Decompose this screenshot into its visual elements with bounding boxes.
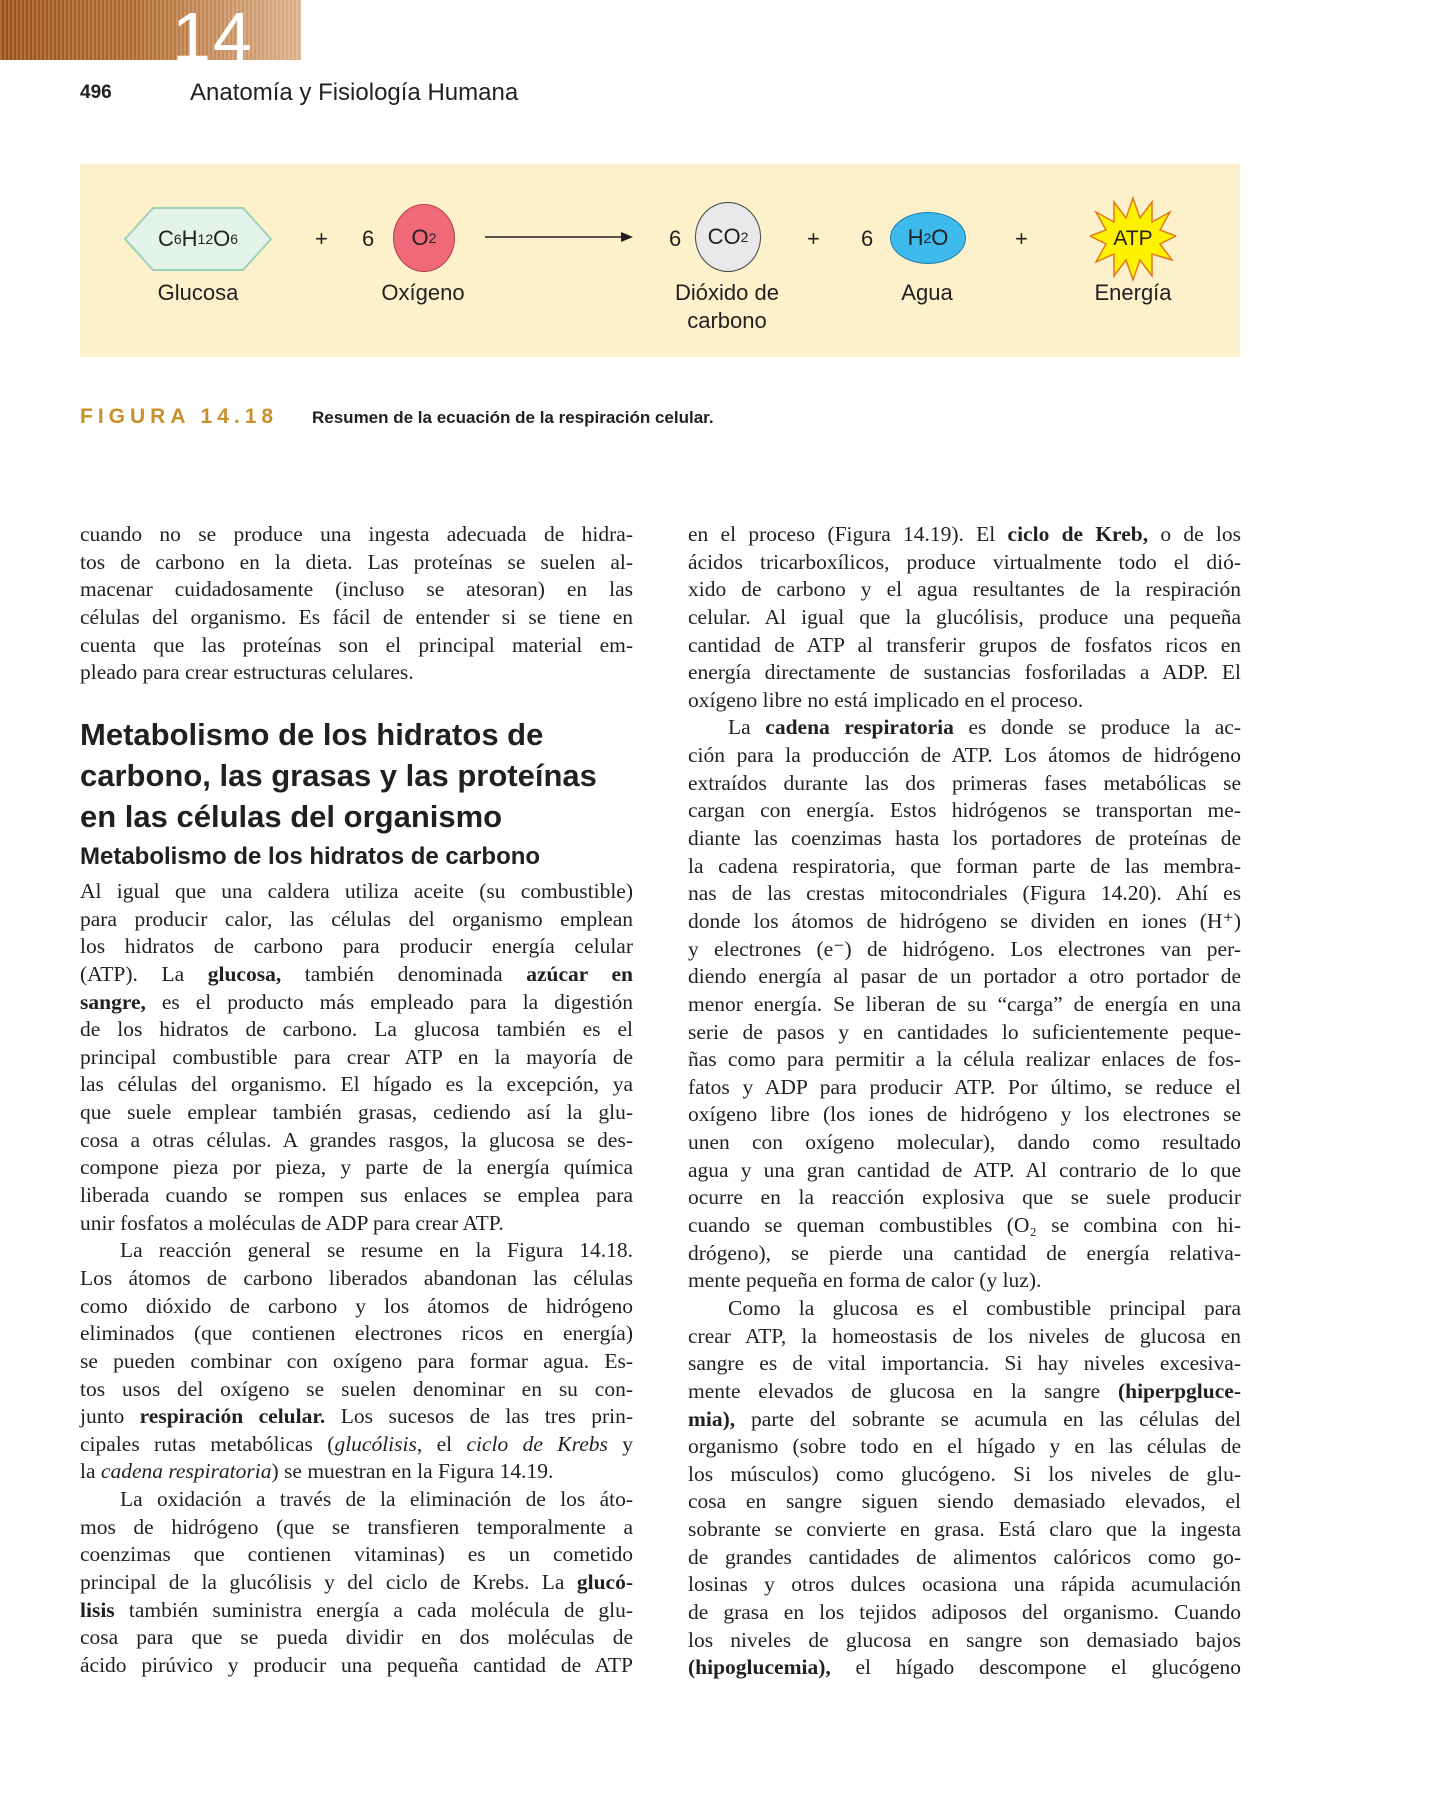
text-line	[80, 1293, 633, 1321]
text-line	[688, 936, 1241, 964]
paragraph	[688, 521, 1241, 714]
text-line	[688, 742, 1241, 770]
text-span: ácido pirúvico y producir una pequeña cantidad de ATP	[80, 1652, 633, 1677]
text-span: sangre es de vital importancia. Si hay niveles excesiva-	[688, 1351, 1241, 1376]
text-span: La	[728, 715, 766, 740]
water-label: Agua	[901, 280, 953, 305]
text-span: agua y una gran cantidad de ATP. Al contrario de lo que	[688, 1157, 1241, 1182]
text-span: la cadena respiratoria, que forman parte de las membra-	[688, 853, 1241, 878]
text-span: coenzimas que contienen vitaminas) es un cometido	[80, 1542, 633, 1567]
text-span: cosa en sangre siguen siendo demasiado elevados, el	[688, 1489, 1241, 1514]
text-span: Como la glucosa es el combustible principal para	[728, 1295, 1241, 1320]
oxygen-molecule-icon: O 2	[393, 204, 455, 272]
text-span: de grasa en los tejidos adiposos del organismo. Cuando	[688, 1599, 1241, 1624]
text-line	[688, 576, 1241, 604]
text-span: cipales rutas metabólicas (	[80, 1431, 335, 1456]
text-span: cantidad de ATP al transferir grupos de fosfatos ricos en	[688, 632, 1241, 657]
text-line	[688, 714, 1241, 742]
text-line	[688, 1295, 1241, 1323]
text-span: organismo (sobre todo en el hígado y en las células de	[688, 1434, 1241, 1459]
text-line	[688, 1129, 1241, 1157]
bold-term: (hipoglucemia),	[688, 1655, 831, 1680]
text-line	[80, 1569, 633, 1597]
text-line	[688, 1046, 1241, 1074]
subsection-heading: Metabolismo de los hidratos de carbono	[80, 843, 541, 870]
text-span: ácidos tricarboxílicos, produce virtualmente todo el dió-	[688, 549, 1241, 574]
text-line	[688, 1378, 1241, 1406]
text-line	[80, 906, 633, 934]
text-line	[688, 1544, 1241, 1572]
text-span: tos de carbono en la dieta. Las proteínas se suelen al-	[80, 549, 633, 574]
text-span: oxígeno libre (los iones de hidrógeno y los electrones se	[688, 1102, 1241, 1127]
text-line	[688, 1406, 1241, 1434]
text-line	[688, 963, 1241, 991]
text-line	[688, 1461, 1241, 1489]
chapter-banner	[0, 0, 301, 60]
coefficient: 6	[861, 226, 874, 251]
text-line	[688, 632, 1241, 660]
text-span: sobrante se convierte en grasa. Está claro que la ingesta	[688, 1517, 1241, 1542]
text-line	[688, 659, 1241, 687]
energy-label: Energía	[1094, 280, 1172, 305]
text-span: de grandes cantidades de alimentos calóricos como go-	[688, 1544, 1241, 1569]
bold-term: lisis	[80, 1597, 115, 1622]
text-span: extraídos durante las dos primeras fases metabólicas se	[688, 770, 1241, 795]
left-column-body	[80, 878, 633, 1680]
bold-term: sangre,	[80, 989, 146, 1014]
figure-number: FIGURA 14.18	[80, 405, 279, 428]
section-heading: Metabolismo de los hidratos de carbono, las grasas y las proteínas en las células del organismo	[80, 717, 597, 834]
glucose-formula: C 6 H 12 O 6	[157, 226, 239, 251]
text-line	[688, 770, 1241, 798]
text-line	[688, 1101, 1241, 1129]
bold-term: azúcar en	[526, 961, 633, 986]
text-span: liberada cuando se rompen sus enlaces se emplea para	[80, 1183, 633, 1208]
text-span: cuando se queman combustibles (O₂ se combina con hi-	[688, 1213, 1241, 1238]
text-span: cuenta que las proteínas son el principal material em-	[80, 632, 633, 657]
text-span: que suele emplear también grasas, cediendo así la glu-	[80, 1100, 633, 1125]
text-line	[688, 1654, 1241, 1682]
text-line	[80, 1348, 633, 1376]
text-line	[80, 1071, 633, 1099]
paragraph	[80, 521, 633, 687]
text-line	[688, 1627, 1241, 1655]
text-span: cosa para que se pueda dividir en dos moléculas de	[80, 1625, 633, 1650]
coefficient: 6	[669, 226, 682, 251]
co2-label: Dióxido de carbono	[675, 280, 779, 333]
plus-sign: +	[807, 226, 820, 251]
text-line	[80, 1597, 633, 1625]
text-span: ocurre en la reacción explosiva que se suele producir	[688, 1185, 1241, 1210]
text-line	[80, 1099, 633, 1127]
text-span: Los átomos de carbono liberados abandonan las células	[80, 1265, 633, 1290]
chapter-number: 14	[172, 0, 254, 60]
text-line	[80, 1210, 633, 1238]
text-line	[80, 1265, 633, 1293]
page-number: 496	[80, 82, 112, 103]
text-span: cuando no se produce una ingesta adecuada de hidra-	[80, 522, 633, 546]
text-line	[80, 1182, 633, 1210]
text-span: pleado para crear estructuras celulares.	[80, 660, 414, 685]
text-line	[688, 1599, 1241, 1627]
paragraph	[80, 1486, 633, 1679]
text-span: cosa a otras células. A grandes rasgos, la glucosa se des-	[80, 1127, 633, 1152]
text-line	[80, 1016, 633, 1044]
text-span: serie de pasos y en cantidades lo suficientemente peque-	[688, 1019, 1241, 1044]
text-span: mente elevados de glucosa en la sangre	[688, 1378, 1118, 1403]
text-line	[688, 1157, 1241, 1185]
text-span: ) se muestran en la Figura 14.19.	[271, 1459, 554, 1484]
paragraph	[688, 714, 1241, 1294]
text-line	[80, 1514, 633, 1542]
text-line	[688, 1323, 1241, 1351]
arrow-right-icon	[485, 230, 635, 244]
text-span: macenar cuidadosamente (incluso se atesoran) en las	[80, 577, 633, 602]
italic-term: cadena respiratoria	[100, 1459, 272, 1484]
text-span: unen con oxígeno molecular), dando como resultado	[688, 1130, 1241, 1155]
text-line	[80, 1044, 633, 1072]
bold-term: ciclo de Kreb,	[1007, 522, 1149, 546]
text-span: losinas y otros dulces ocasiona una rápida acumulación	[688, 1572, 1241, 1597]
text-span: diante las coenzimas hasta los portadores de proteínas de	[688, 826, 1241, 851]
text-span: mos de hidrógeno (que se transfieren temporalmente a	[80, 1514, 633, 1539]
plus-sign: +	[1015, 226, 1028, 251]
text-span: (ATP). La	[80, 961, 208, 986]
text-line	[80, 1376, 633, 1404]
text-line	[80, 961, 633, 989]
text-span: eliminados (que contienen electrones ricos en energía)	[80, 1321, 633, 1346]
text-span: como dióxido de carbono y los átomos de hidrógeno	[80, 1293, 633, 1318]
text-line	[80, 604, 633, 632]
text-span: nas de las crestas mitocondriales (Figura 14.20). Ahí es	[688, 881, 1241, 906]
bold-term: glucó-	[576, 1570, 633, 1595]
text-span: la	[80, 1459, 101, 1484]
text-span: células del organismo. Es fácil de entender si se tiene en	[80, 604, 633, 629]
text-span: principal de la glucólisis y del ciclo de Krebs. La	[80, 1570, 577, 1595]
text-span: parte del sobrante se acumula en las células del	[735, 1406, 1241, 1431]
text-span: La reacción general se resume en la Figura 14.18.	[120, 1238, 633, 1263]
figure-caption	[80, 405, 714, 429]
text-span: es donde se produce la ac-	[953, 715, 1241, 740]
respiration-equation-figure	[80, 164, 1240, 357]
text-line	[688, 1350, 1241, 1378]
text-line	[80, 1486, 633, 1514]
text-line	[688, 1516, 1241, 1544]
text-span: La oxidación a través de la eliminación de los áto-	[120, 1487, 633, 1512]
text-line	[688, 1212, 1241, 1240]
text-line	[688, 687, 1241, 715]
text-span: en el proceso (Figura 14.19). El	[688, 522, 1008, 546]
text-line	[80, 632, 633, 660]
paragraph	[688, 1295, 1241, 1682]
paragraph	[80, 878, 633, 1237]
text-span: el hígado descompone el glucógeno	[830, 1655, 1241, 1680]
text-span: tos usos del oxígeno se suelen denominar en su con-	[80, 1376, 633, 1401]
text-span: menor energía. Se liberan de su “carga” de energía en una	[688, 991, 1241, 1016]
text-span: para producir calor, las células del organismo emplean	[80, 906, 633, 931]
bold-term: respiración celular.	[139, 1404, 326, 1429]
text-span: celular. Al igual que la glucólisis, produce una pequeña	[688, 604, 1241, 629]
glucose-label: Glucosa	[157, 280, 239, 305]
text-line	[80, 989, 633, 1017]
text-line	[80, 1237, 633, 1265]
text-line	[80, 1154, 633, 1182]
left-column-intro	[80, 521, 633, 687]
text-span: también denominada	[281, 961, 527, 986]
text-span: xido de carbono y el agua resultantes de la respiración	[688, 577, 1241, 602]
text-line	[688, 1267, 1241, 1295]
text-span: oxígeno libre no está implicado en el proceso.	[688, 687, 1084, 712]
right-column-body	[688, 521, 1241, 1682]
text-line	[688, 1240, 1241, 1268]
text-span: también suministra energía a cada molécula de glu-	[114, 1597, 633, 1622]
text-line	[688, 521, 1241, 549]
text-line	[80, 1127, 633, 1155]
text-span: cargan con energía. Estos hidrógenos se transportan me-	[688, 798, 1241, 823]
coefficient: 6	[362, 226, 375, 251]
bold-term: mia),	[688, 1406, 736, 1431]
text-span: diendo energía al pasar de un portador a otro portador de	[688, 964, 1241, 989]
text-span: crear ATP, la homeostasis de los niveles de glucosa en	[688, 1323, 1241, 1348]
text-line	[688, 1074, 1241, 1102]
text-span: mente pequeña en forma de calor (y luz).	[688, 1268, 1042, 1293]
text-line	[688, 604, 1241, 632]
text-span: las células del organismo. El hígado es la excepción, ya	[80, 1072, 633, 1097]
text-line	[688, 1488, 1241, 1516]
text-line	[80, 878, 633, 906]
text-span: o de los	[1148, 522, 1241, 546]
text-line	[688, 797, 1241, 825]
text-span: donde los átomos de hidrógeno se dividen en iones (H⁺)	[688, 908, 1241, 933]
paragraph	[80, 1237, 633, 1486]
bold-term: glucosa,	[207, 961, 282, 986]
text-line	[80, 1403, 633, 1431]
book-title: Anatomía y Fisiología Humana	[190, 79, 519, 106]
bold-term: cadena respiratoria	[765, 715, 954, 740]
text-span: , el	[416, 1431, 467, 1456]
caption-text: Resumen de la ecuación de la respiración celular.	[312, 408, 714, 427]
text-line	[80, 1431, 633, 1459]
text-span: y	[607, 1431, 634, 1456]
text-line	[80, 933, 633, 961]
text-line	[688, 1571, 1241, 1599]
text-span: energía directamente de sustancias fosforiladas a ADP. El	[688, 660, 1241, 685]
text-line	[688, 991, 1241, 1019]
text-span: se pueden combinar con oxígeno para formar agua. Es-	[80, 1348, 633, 1373]
text-span: drógeno), se pierde una cantidad de energía relativa-	[688, 1240, 1241, 1265]
oxygen-label: Oxígeno	[381, 280, 465, 305]
text-span: los niveles de glucosa en sangre son demasiado bajos	[688, 1627, 1241, 1652]
text-line	[688, 1184, 1241, 1212]
text-span: y electrones (e⁻) de hidrógeno. Los electrones van per-	[688, 936, 1241, 961]
text-line	[80, 549, 633, 577]
text-line	[80, 576, 633, 604]
text-line	[80, 1624, 633, 1652]
text-line	[80, 1458, 633, 1486]
text-line	[80, 1541, 633, 1569]
text-span: es el producto más empleado para la digestión	[145, 989, 633, 1014]
text-line	[688, 549, 1241, 577]
text-span: los músculos) como glucógeno. Si los niveles de glu-	[688, 1461, 1241, 1486]
italic-term: ciclo de Krebs	[466, 1431, 608, 1456]
text-span: fatos y ADP para producir ATP. Por último, se reduce el	[688, 1074, 1241, 1099]
text-span: compone pieza por pieza, y parte de la energía química	[80, 1155, 633, 1180]
text-span: ñas como para permitir a la célula realizar enlaces de fos-	[688, 1047, 1241, 1072]
text-line	[80, 659, 633, 687]
text-line	[80, 1320, 633, 1348]
text-span: unir fosfatos a moléculas de ADP para crear ATP.	[80, 1210, 504, 1235]
text-line	[80, 1652, 633, 1680]
text-span: principal combustible para crear ATP en la mayoría de	[80, 1044, 633, 1069]
text-span: los hidratos de carbono para producir energía celular	[80, 934, 633, 959]
text-span: de los hidratos de carbono. La glucosa también es el	[80, 1017, 633, 1042]
text-line	[688, 1019, 1241, 1047]
text-line	[688, 880, 1241, 908]
text-span: Al igual que una caldera utiliza aceite (su combustible)	[80, 879, 633, 903]
italic-term: glucólisis	[334, 1431, 417, 1456]
text-span: junto	[80, 1404, 140, 1429]
text-line	[688, 853, 1241, 881]
text-span: ción para la producción de ATP. Los átomos de hidrógeno	[688, 743, 1241, 768]
text-line	[80, 521, 633, 549]
bold-term: (hiperpgluce-	[1117, 1378, 1241, 1403]
co2-molecule-icon: CO 2	[695, 202, 761, 272]
text-span: Los sucesos de las tres prin-	[325, 1404, 633, 1429]
plus-sign: +	[315, 226, 328, 251]
text-line	[688, 825, 1241, 853]
water-molecule-icon: H 2 O	[890, 212, 966, 264]
atp-label: ATP	[1113, 227, 1153, 250]
text-line	[688, 1433, 1241, 1461]
text-line	[688, 908, 1241, 936]
